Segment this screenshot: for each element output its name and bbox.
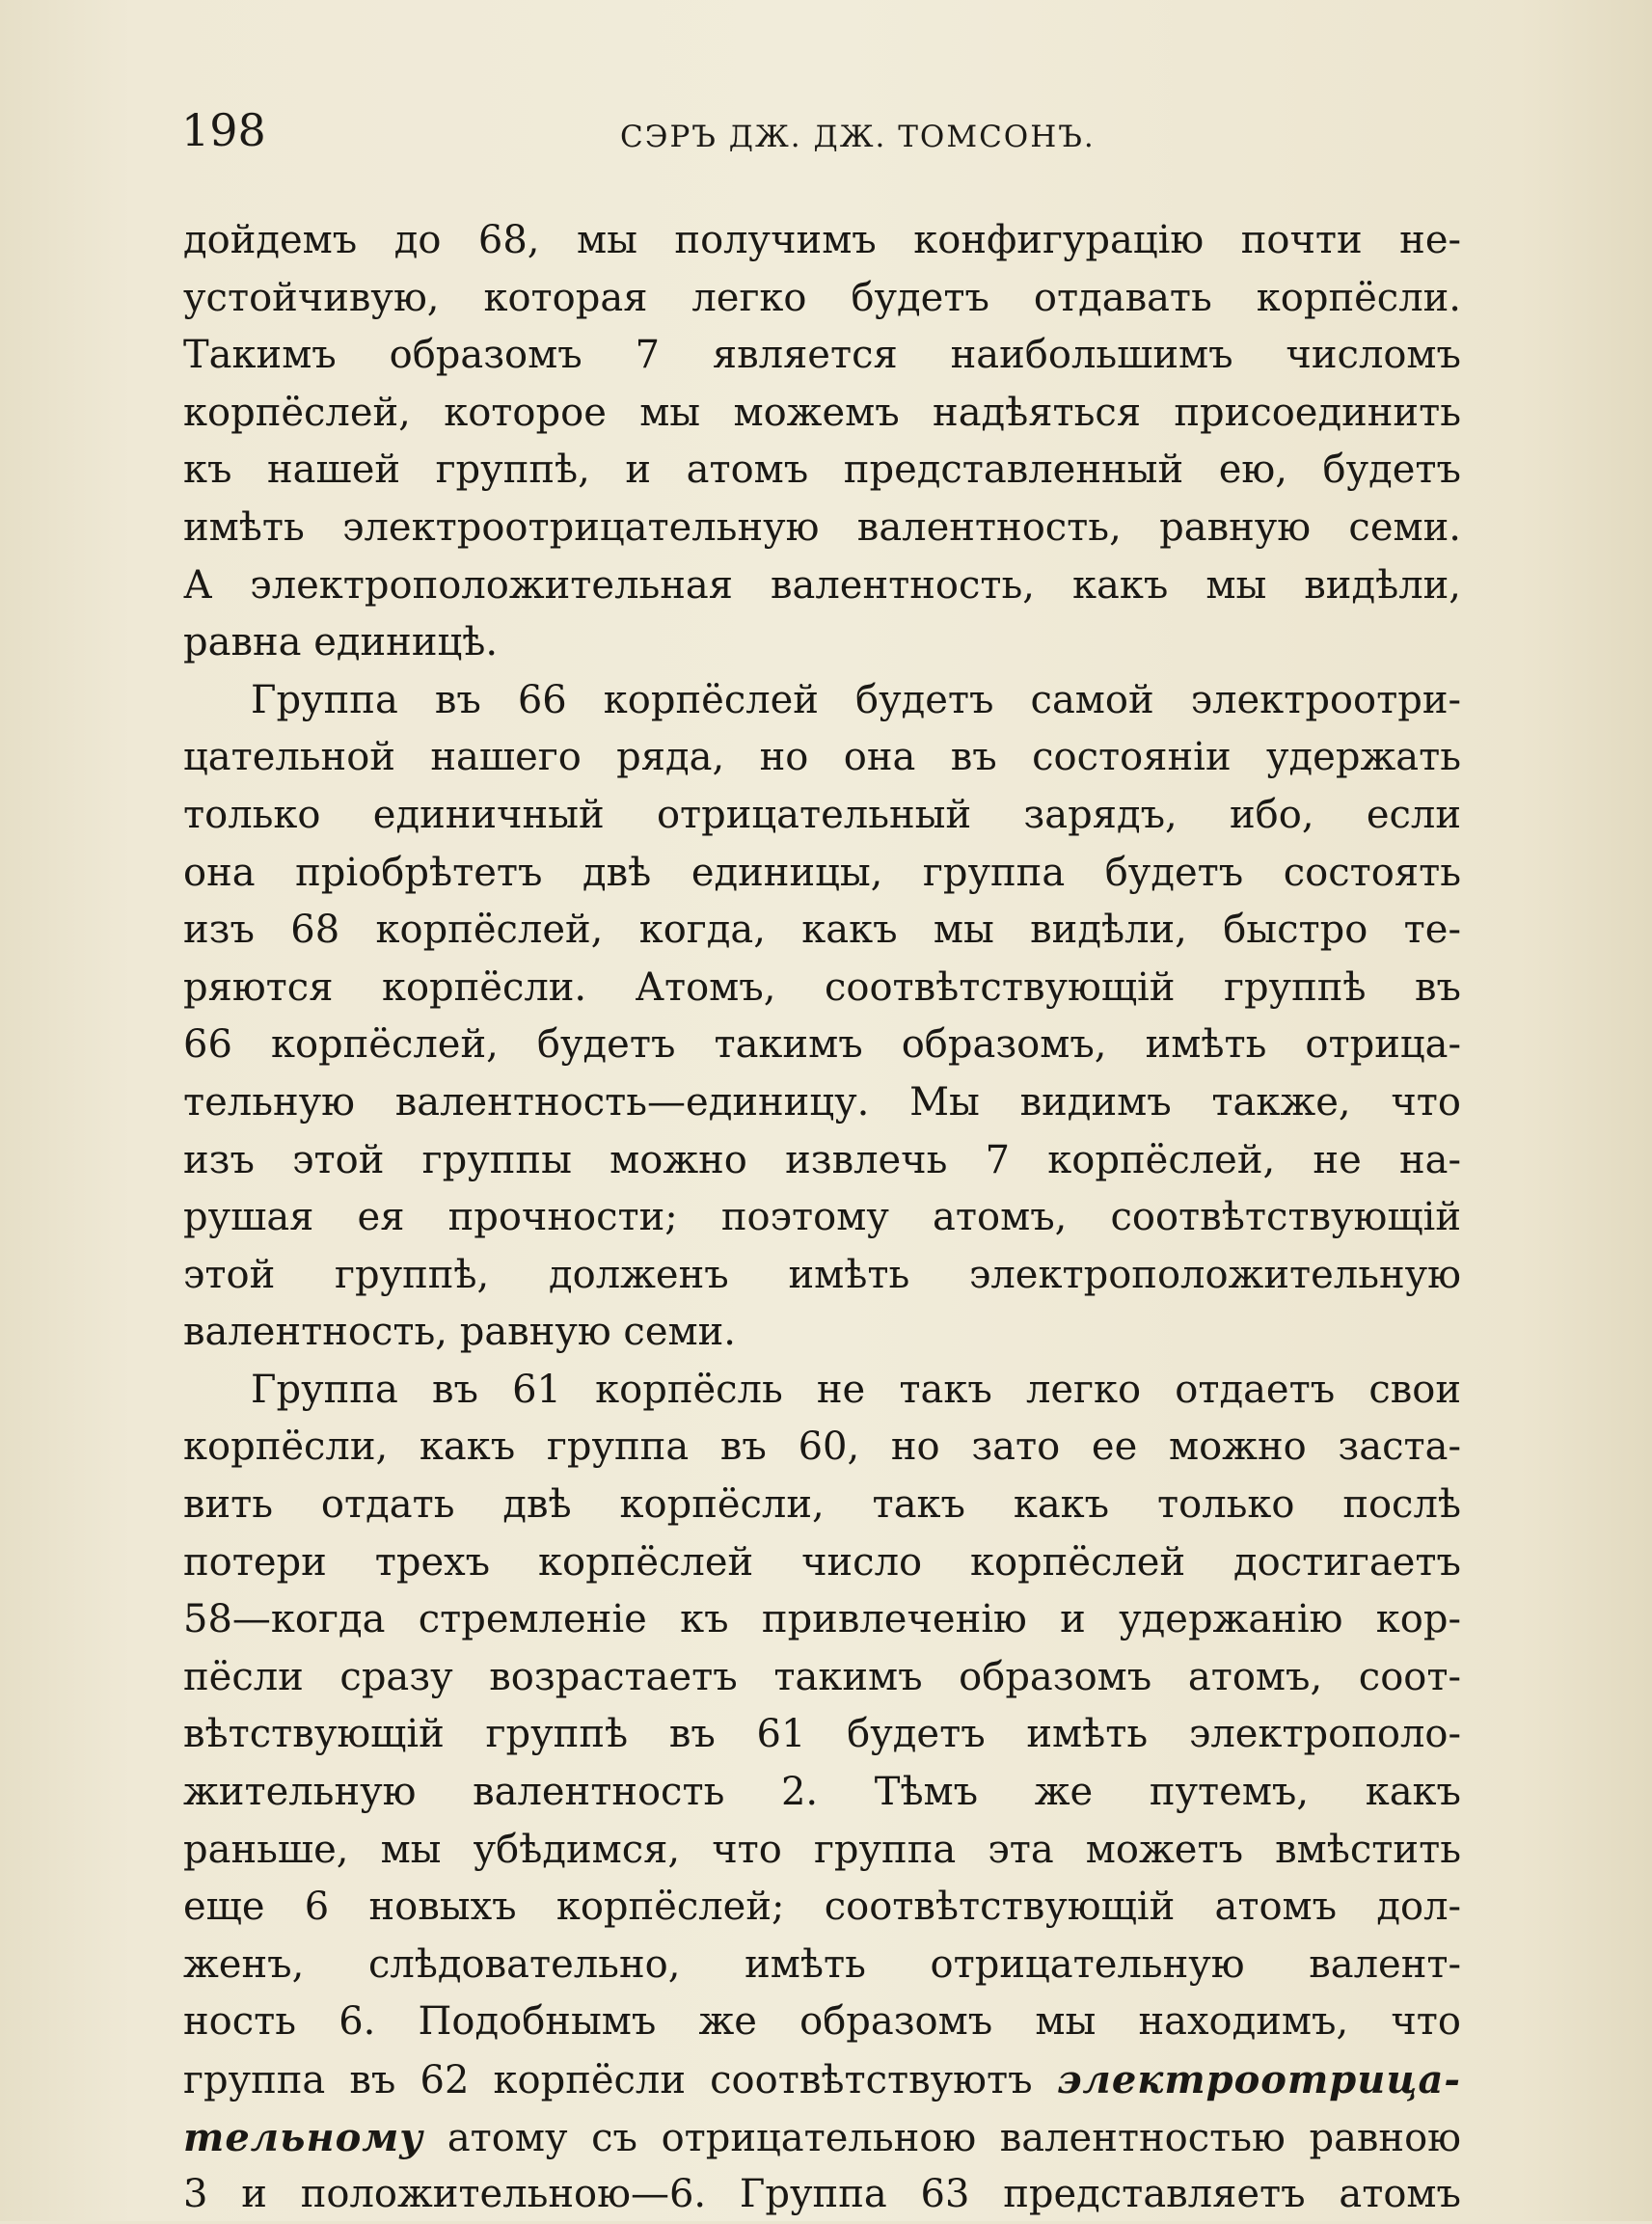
text-line: А электроположительная валентность, какъ мы видѣли, <box>183 562 1461 608</box>
text-line: 58—когда стремленіе къ привлеченію и удержанію кор- <box>183 1597 1461 1642</box>
text-line-with-italic <box>183 2051 1461 2109</box>
text-line-with-italic <box>183 2109 1461 2167</box>
text-line: устойчивую, которая легко будетъ отдавать корпёсли. <box>183 275 1461 320</box>
text-line: Группа въ 61 корпёсль не такъ легко отдаетъ свои <box>251 1367 1461 1412</box>
text-line: дойдемъ до 68, мы получимъ конфигурацію почти не- <box>183 218 1461 262</box>
running-head: СЭРЪ ДЖ. ДЖ. ТОМСОНЪ. <box>620 120 1096 154</box>
text-line: этой группѣ, долженъ имѣть электроположительную <box>183 1252 1461 1297</box>
text-line: 66 корпёслей, будетъ такимъ образомъ, имѣть отрица- <box>183 1022 1461 1068</box>
text-line: корпёсли, какъ группа въ 60, но зато ее можно заста- <box>183 1424 1461 1470</box>
text-line: потери трехъ корпёслей число корпёслей достигаетъ <box>183 1539 1461 1585</box>
text-line: ность 6. Подобнымъ же образомъ мы находимъ, что <box>183 1999 1461 2045</box>
text-line: изъ 68 корпёслей, когда, какъ мы видѣли, быстро те- <box>183 908 1461 953</box>
text-line: Такимъ образомъ 7 является наибольшимъ числомъ <box>183 333 1461 378</box>
text-line: женъ, слѣдовательно, имѣть отрицательную валент- <box>183 1941 1461 1987</box>
text-line: ряются корпёсли. Атомъ, соотвѣтствующій группѣ въ <box>183 964 1461 1010</box>
text-line: еще 6 новыхъ корпёслей; соотвѣтствующій атомъ дол- <box>183 1885 1461 1930</box>
text-line: рушая ея прочности; поэтому атомъ, соотвѣтствующій <box>183 1195 1461 1240</box>
text-segment: группа въ 62 корпёсли соотвѣтствуютъ <box>183 2058 1033 2102</box>
text-line: валентность, равную семи. <box>183 1310 736 1355</box>
page-header <box>181 104 1464 162</box>
text-line: изъ этой группы можно извлечь 7 корпёслей, не на- <box>183 1137 1461 1182</box>
text-line: вѣтствующій группѣ въ 61 будетъ имѣть электрополо- <box>183 1712 1461 1757</box>
body-text <box>183 212 1461 2224</box>
text-line: раньше, мы убѣдимся, что группа эта можетъ вмѣстить <box>183 1827 1461 1872</box>
text-line: тельную валентность—единицу. Мы видимъ также, что <box>183 1079 1461 1125</box>
text-line: только единичный отрицательный зарядъ, ибо, если <box>183 792 1461 837</box>
text-line: равна единицѣ. <box>183 620 499 665</box>
italic-segment: тельному <box>183 2114 424 2160</box>
text-line: жительную валентность 2. Тѣмъ же путемъ, какъ <box>183 1770 1461 1815</box>
text-line: 3 и положительною—6. Группа 63 представляетъ атомъ <box>183 2172 1461 2217</box>
italic-segment: электроотрица- <box>1056 2057 1461 2102</box>
text-line: имѣть электроотрицательную валентность, равную семи. <box>183 504 1461 550</box>
text-line: корпёслей, которое мы можемъ надѣяться присоединить <box>183 390 1461 435</box>
text-line: къ нашей группѣ, и атомъ представленный ею, будетъ <box>183 448 1461 493</box>
text-line: вить отдать двѣ корпёсли, такъ какъ только послѣ <box>183 1482 1461 1528</box>
text-line: пёсли сразу возрастаетъ такимъ образомъ атомъ, соот- <box>183 1654 1461 1699</box>
text-line: она пріобрѣтетъ двѣ единицы, группа будетъ состоять <box>183 850 1461 895</box>
text-segment: атому съ отрицательною валентностью равною <box>447 2115 1461 2160</box>
text-line: цательной нашего ряда, но она въ состояніи удержать <box>183 735 1461 780</box>
text-line: Группа въ 66 корпёслей будетъ самой электроотри- <box>251 677 1461 722</box>
page-number: 198 <box>181 104 266 156</box>
